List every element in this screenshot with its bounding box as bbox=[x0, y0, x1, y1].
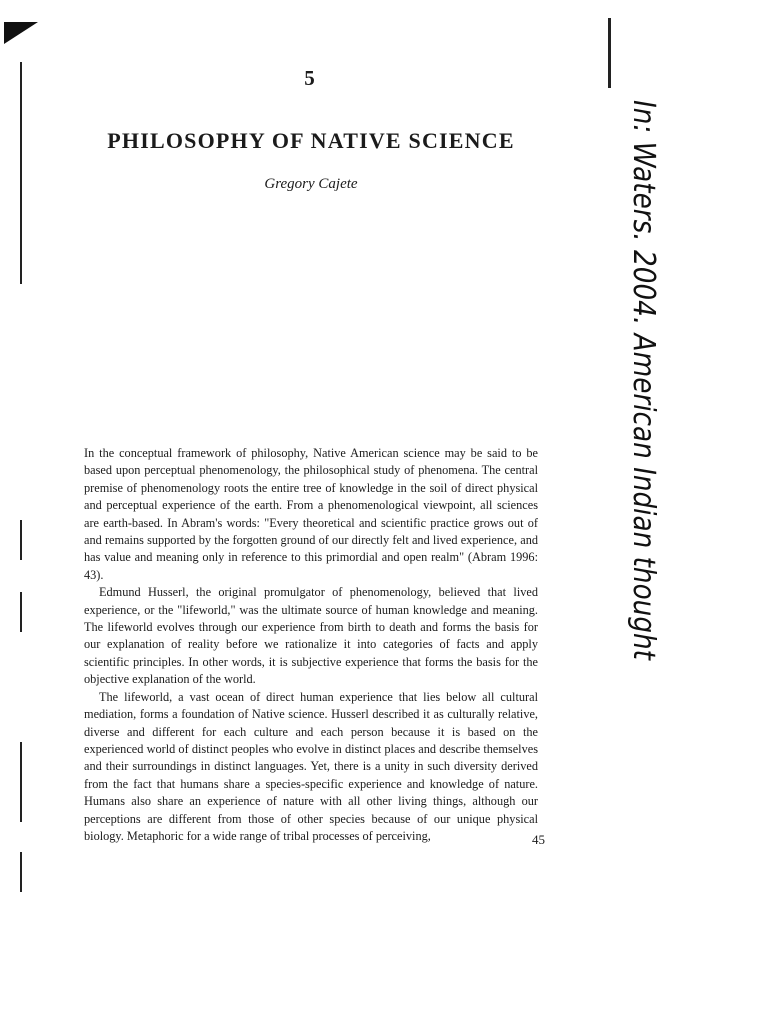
handwritten-note bbox=[620, 100, 680, 740]
scan-margin-line bbox=[20, 742, 22, 822]
chapter-title: PHILOSOPHY OF NATIVE SCIENCE bbox=[107, 128, 515, 153]
paragraph: In the conceptual framework of philosophy, Native American science may be said to be based upon perceptual phenomenology, the philosophical study of phenomena. The central premise of phenomenology roots the entire tree of knowledge in the soil of direct physical and perceptual experience of the earth. From a phenomenological viewpoint, all sciences are earth-based. In Abram's words: "Every theoretical and scientific practice grows out of and remains supported by the forgotten ground of our directly felt and lived experience, and has value and meaning only in reference to this primordial and open realm" (Abram 1996: 43). bbox=[84, 446, 538, 582]
paragraph: The lifeworld, a vast ocean of direct human experience that lies below all cultural mediation, forms a foundation of Native science. Husserl described it as culturally relative, diverse and different for each culture and each person because it is based on the experienced world of distinct peoples who evolve in distinct places and describe themselves and their surroundings in distinct languages. Yet, there is a unity in such diversity derived from the fact that humans share a species-specific experience and knowledge of nature. Humans also share an experience of nature with all other living things, although our perceptions are different from those of other species because of our unique physical biology. Metaphoric for a wide range of tribal processes of perceiving, bbox=[84, 689, 538, 843]
scan-margin-line bbox=[20, 62, 22, 284]
chapter-number: 5 bbox=[304, 66, 316, 90]
chapter-body bbox=[84, 445, 538, 845]
chapter-author: Gregory Cajete bbox=[264, 176, 358, 192]
page-number: 45 bbox=[532, 832, 545, 847]
handwritten-note-text: In: Waters. 2004. American Indian thought bbox=[626, 100, 661, 740]
scan-margin-line bbox=[20, 852, 22, 892]
scan-margin-line bbox=[20, 592, 22, 632]
scan-corner-arrow bbox=[4, 22, 38, 44]
paragraph: Edmund Husserl, the original promulgator of phenomenology, believed that lived experience, or the "lifeworld," was the ultimate source of human knowledge and meaning. The lifeworld evolves through our experience from birth to death and forms the basis for our explanation of reality before we rationalize it into categories of facts and apply scientific principles. In other words, it is subjective experience that forms the basis for the objective explanation of the world. bbox=[84, 585, 538, 687]
scan-margin-line bbox=[20, 520, 22, 560]
